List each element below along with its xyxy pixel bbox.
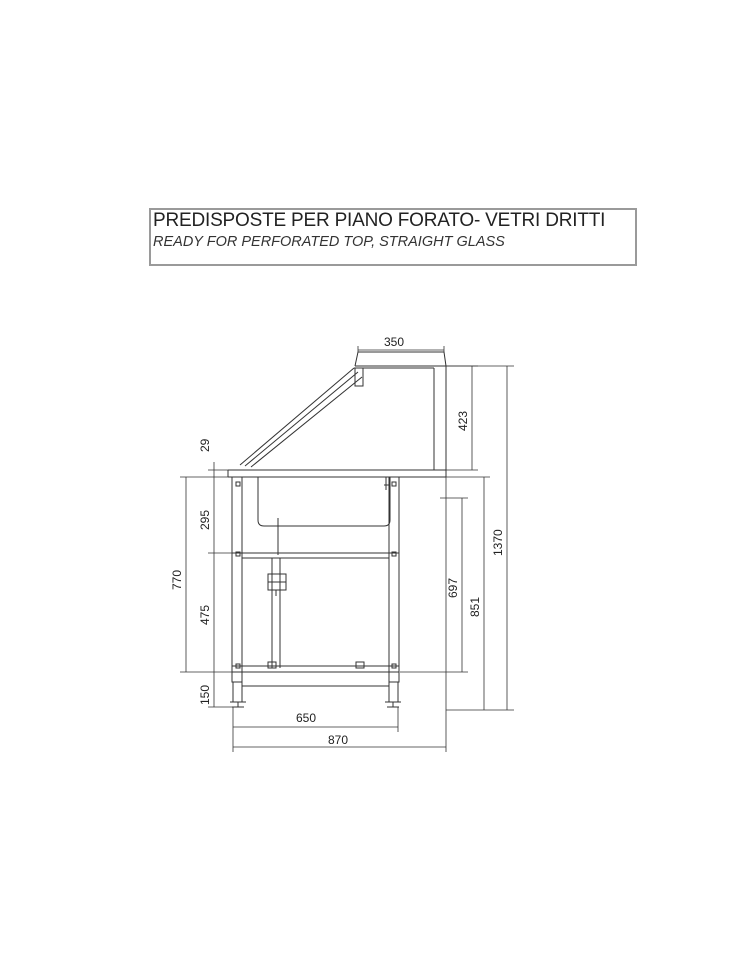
dimension-lines — [180, 346, 514, 752]
dim-glass-top-width: 350 — [384, 335, 405, 349]
drain-pipe — [268, 558, 286, 668]
basin — [258, 477, 390, 555]
worktop — [228, 470, 446, 477]
dim-lower-section: 475 — [198, 604, 212, 625]
bottom-shelf — [232, 662, 399, 672]
frame-legs — [232, 477, 399, 682]
dim-glass-height: 423 — [456, 410, 470, 431]
middle-shelf — [232, 553, 399, 558]
dim-total-height: 1370 — [491, 529, 505, 556]
title-english: READY FOR PERFORATED TOP, STRAIGHT GLASS — [153, 234, 505, 250]
dim-leg-height: 150 — [198, 684, 212, 705]
dim-worktop-height: 851 — [468, 596, 482, 617]
dim-counter-height: 770 — [170, 569, 184, 590]
dim-base-width: 650 — [296, 711, 317, 725]
dim-top-thickness: 29 — [198, 438, 212, 452]
dim-basin-depth: 295 — [198, 509, 212, 530]
adjustable-feet — [230, 682, 401, 707]
glass-canopy — [240, 352, 446, 470]
title-italian: PREDISPOSTE PER PIANO FORATO- VETRI DRITTI — [153, 210, 606, 231]
dim-shelf-height: 697 — [446, 577, 460, 598]
dim-total-width: 870 — [328, 733, 349, 747]
